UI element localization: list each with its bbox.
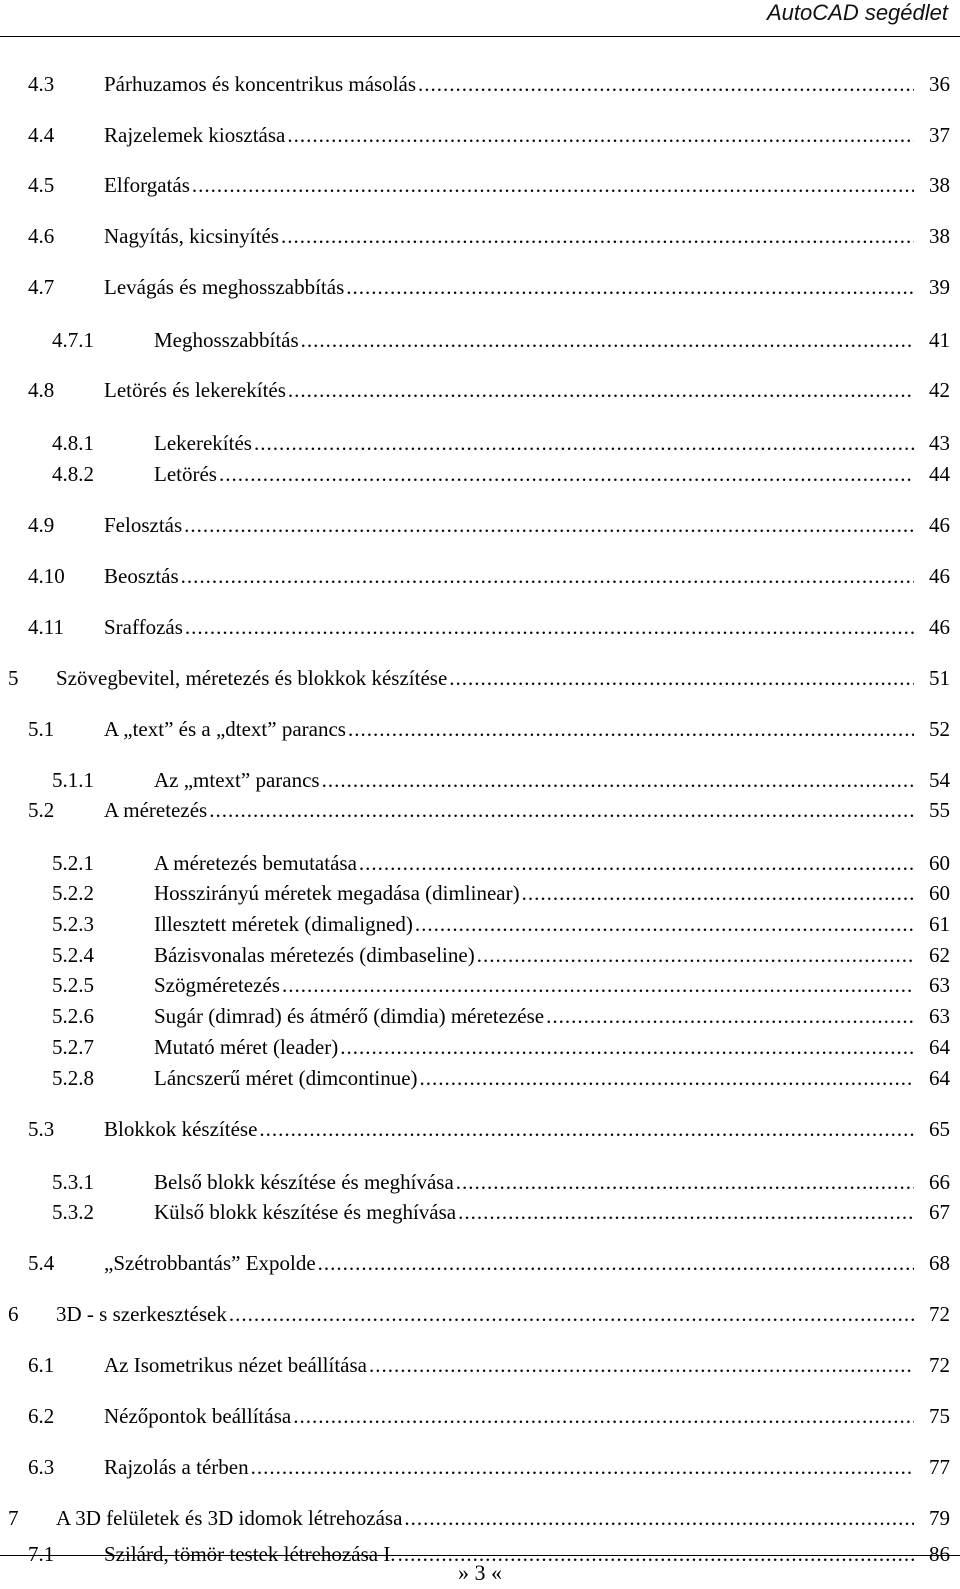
toc-entry-title: 3D - s szerkesztések [56, 1302, 227, 1326]
toc-entry-page: 46 [929, 513, 950, 537]
toc-entry-title: „Szétrobbantás” Expolde [104, 1251, 316, 1275]
dot-leader [229, 1300, 914, 1328]
toc-entry-number: 7.1 [28, 1542, 55, 1566]
dot-leader [287, 121, 914, 149]
toc-entry-page: 72 [929, 1302, 950, 1326]
toc-entry-page: 36 [929, 72, 950, 96]
toc-entry-page: 60 [929, 881, 950, 905]
toc-entry[interactable] [0, 1002, 950, 1030]
toc-entry-title: Mutató méret (leader) [154, 1035, 339, 1059]
toc-entry[interactable] [0, 1064, 950, 1092]
dot-leader [348, 715, 914, 743]
toc-entry-page: 77 [929, 1455, 950, 1479]
toc-entry-title: Láncszerű méret (dimcontinue) [154, 1066, 418, 1090]
toc-entry-page: 61 [929, 912, 950, 936]
toc-entry[interactable] [0, 222, 950, 250]
toc-entry[interactable] [0, 1504, 950, 1532]
dot-leader [288, 376, 914, 404]
toc-entry-title: Szövegbevitel, méretezés és blokkok készítése [56, 666, 448, 690]
dot-leader [415, 910, 914, 938]
toc-entry-title: Belső blokk készítése és meghívása [154, 1170, 454, 1194]
toc-entry-title: Elforgatás [104, 173, 190, 197]
toc-entry-number: 5.1.1 [52, 768, 94, 792]
toc-entry-page: 64 [929, 1066, 950, 1090]
toc-entry-title: Illesztett méretek (dimaligned) [154, 912, 413, 936]
toc-entry[interactable] [0, 326, 950, 354]
toc-entry-number: 7 [8, 1506, 19, 1530]
toc-entry-page: 75 [929, 1404, 950, 1428]
toc-entry[interactable] [0, 1402, 950, 1430]
dot-leader [458, 1198, 914, 1226]
toc-entry-title: Külső blokk készítése és meghívása [154, 1200, 457, 1224]
toc-entry-title: Sugár (dimrad) és átmérő (dimdia) méretezése [154, 1004, 545, 1028]
dot-leader [219, 460, 914, 488]
toc-entry-title: Párhuzamos és koncentrikus másolás [104, 72, 417, 96]
toc-entry[interactable] [0, 849, 950, 877]
toc-entry[interactable] [0, 1168, 950, 1196]
toc-entry-number: 6.3 [28, 1455, 55, 1479]
toc-entry-page: 67 [929, 1200, 950, 1224]
toc-entry-page: 42 [929, 378, 950, 402]
toc-entry[interactable] [0, 1198, 950, 1226]
toc-entry-page: 66 [929, 1170, 950, 1194]
toc-entry-page: 64 [929, 1035, 950, 1059]
toc-entry-number: 5.2.6 [52, 1004, 94, 1028]
toc-entry-number: 6 [8, 1302, 19, 1326]
toc-entry[interactable] [0, 941, 950, 969]
toc-entry[interactable] [0, 664, 950, 692]
dot-leader [404, 1504, 914, 1532]
toc-entry[interactable] [0, 796, 950, 824]
toc-entry-number: 5.2.8 [52, 1066, 94, 1090]
toc-entry-number: 4.9 [28, 513, 55, 537]
dot-leader [449, 664, 914, 692]
toc-entry-title: Lekerekítés [154, 431, 252, 455]
toc-entry-title: Rajzelemek kiosztása [104, 123, 286, 147]
toc-entry[interactable] [0, 879, 950, 907]
toc-entry-number: 4.6 [28, 224, 55, 248]
toc-entry-number: 6.1 [28, 1353, 55, 1377]
toc-entry-title: Szögméretezés [154, 973, 280, 997]
toc-entry-number: 5.2.4 [52, 943, 94, 967]
dot-leader [209, 796, 914, 824]
toc-entry-number: 5 [8, 666, 19, 690]
toc-entry-page: 43 [929, 431, 950, 455]
toc-entry-title: Beosztás [104, 564, 179, 588]
toc-entry-page: 68 [929, 1251, 950, 1275]
toc-entry-page: 39 [929, 275, 950, 299]
dot-leader [420, 1064, 914, 1092]
footer-divider [0, 1555, 960, 1556]
toc-entry[interactable] [0, 429, 950, 457]
toc-entry-number: 4.4 [28, 123, 55, 147]
header-divider [0, 36, 960, 37]
toc-entry-title: Sraffozás [104, 615, 183, 639]
toc-entry[interactable] [0, 715, 950, 743]
dot-leader [418, 70, 914, 98]
dot-leader [318, 1249, 914, 1277]
toc-entry-title: Felosztás [104, 513, 183, 537]
dot-leader [322, 766, 914, 794]
toc-entry-page: 65 [929, 1117, 950, 1141]
toc-entry-number: 4.8.1 [52, 431, 94, 455]
toc-entry-number: 4.5 [28, 173, 55, 197]
toc-entry-title: Blokkok készítése [104, 1117, 258, 1141]
toc-entry-title: A méretezés [104, 798, 208, 822]
toc-entry-number: 5.3 [28, 1117, 55, 1141]
toc-entry-number: 4.10 [28, 564, 65, 588]
toc-entry-number: 6.2 [28, 1404, 55, 1428]
toc-entry-number: 5.2.3 [52, 912, 94, 936]
toc-entry[interactable] [0, 562, 950, 590]
toc-entry-page: 38 [929, 224, 950, 248]
dot-leader [456, 1168, 914, 1196]
dot-leader [477, 941, 914, 969]
dot-leader [346, 273, 914, 301]
toc-entry-number: 4.11 [28, 615, 64, 639]
toc-entry[interactable] [0, 70, 950, 98]
toc-entry-page: 41 [929, 328, 950, 352]
toc-entry[interactable] [0, 460, 950, 488]
toc-entry[interactable] [0, 1115, 950, 1143]
dot-leader [359, 849, 914, 877]
toc-entry-number: 5.3.1 [52, 1170, 94, 1194]
toc-entry[interactable] [0, 171, 950, 199]
dot-leader [301, 326, 914, 354]
toc-entry-title: Szilárd, tömör testek létrehozása I. [104, 1542, 396, 1566]
toc-entry-title: Az Isometrikus nézet beállítása [104, 1353, 367, 1377]
toc-entry-page: 44 [929, 462, 950, 486]
toc-entry-title: A méretezés bemutatása [154, 851, 357, 875]
dot-leader [185, 613, 914, 641]
toc-entry-title: Levágás és meghosszabbítás [104, 275, 345, 299]
dot-leader [340, 1033, 914, 1061]
toc-entry-title: Nagyítás, kicsinyítés [104, 224, 279, 248]
toc-entry-page: 72 [929, 1353, 950, 1377]
toc-entry-number: 5.2.7 [52, 1035, 94, 1059]
toc-entry[interactable] [0, 1033, 950, 1061]
toc-entry-title: A 3D felületek és 3D idomok létrehozása [56, 1506, 403, 1530]
toc-entry-title: Az „mtext” parancs [154, 768, 320, 792]
dot-leader [184, 511, 914, 539]
toc-entry[interactable] [0, 376, 950, 404]
toc-entry[interactable] [0, 910, 950, 938]
toc-entry-title: Letörés [154, 462, 217, 486]
toc-entry-page: 46 [929, 564, 950, 588]
toc-entry-number: 4.7 [28, 275, 55, 299]
dot-leader [251, 1453, 914, 1481]
toc-entry-number: 5.2.5 [52, 973, 94, 997]
toc-entry-page: 55 [929, 798, 950, 822]
toc-entry-number: 4.8 [28, 378, 55, 402]
page-number: » 3 « [458, 1560, 502, 1585]
toc-entry[interactable] [0, 1351, 950, 1379]
toc-entry[interactable] [0, 1453, 950, 1481]
toc-entry-title: Meghosszabbítás [154, 328, 299, 352]
toc-entry[interactable] [0, 511, 950, 539]
toc-entry-page: 86 [929, 1542, 950, 1566]
running-header-title: AutoCAD segédlet [767, 0, 948, 25]
toc-entry-page: 60 [929, 851, 950, 875]
toc-entry-page: 79 [929, 1506, 950, 1530]
dot-leader [282, 971, 914, 999]
dot-leader [181, 562, 914, 590]
toc-entry-number: 4.8.2 [52, 462, 94, 486]
toc-entry-page: 62 [929, 943, 950, 967]
dot-leader [259, 1115, 914, 1143]
dot-leader [369, 1351, 914, 1379]
toc-entry-number: 5.4 [28, 1251, 55, 1275]
toc-entry-title: A „text” és a „dtext” parancs [104, 717, 346, 741]
toc-entry-page: 51 [929, 666, 950, 690]
toc-entry-title: Nézőpontok beállítása [104, 1404, 292, 1428]
dot-leader [192, 171, 914, 199]
toc-entry[interactable] [0, 613, 950, 641]
toc-entry-title: Hosszirányú méretek megadása (dimlinear) [154, 881, 520, 905]
dot-leader [281, 222, 914, 250]
toc-entry-title: Rajzolás a térben [104, 1455, 249, 1479]
toc-entry-number: 5.2.2 [52, 881, 94, 905]
toc-entry[interactable] [0, 1300, 950, 1328]
toc-entry[interactable] [0, 766, 950, 794]
toc-entry-title: Letörés és lekerekítés [104, 378, 286, 402]
toc-entry-title: Bázisvonalas méretezés (dimbaseline) [154, 943, 475, 967]
toc-entry-number: 4.3 [28, 72, 55, 96]
toc-entry-page: 54 [929, 768, 950, 792]
toc-entry-page: 46 [929, 615, 950, 639]
toc-entry-number: 5.1 [28, 717, 55, 741]
toc-entry-number: 5.2.1 [52, 851, 94, 875]
toc-entry[interactable] [0, 121, 950, 149]
dot-leader [254, 429, 914, 457]
toc-entry-number: 4.7.1 [52, 328, 94, 352]
toc-entry[interactable] [0, 273, 950, 301]
toc-entry[interactable] [0, 971, 950, 999]
dot-leader [522, 879, 914, 907]
dot-leader [546, 1002, 914, 1030]
toc-entry-page: 38 [929, 173, 950, 197]
toc-entry-page: 52 [929, 717, 950, 741]
dot-leader [293, 1402, 914, 1430]
toc-entry-page: 37 [929, 123, 950, 147]
toc-entry-number: 5.2 [28, 798, 55, 822]
toc-entry-number: 5.3.2 [52, 1200, 94, 1224]
toc-entry-page: 63 [929, 1004, 950, 1028]
toc-entry-page: 63 [929, 973, 950, 997]
toc-entry[interactable] [0, 1249, 950, 1277]
